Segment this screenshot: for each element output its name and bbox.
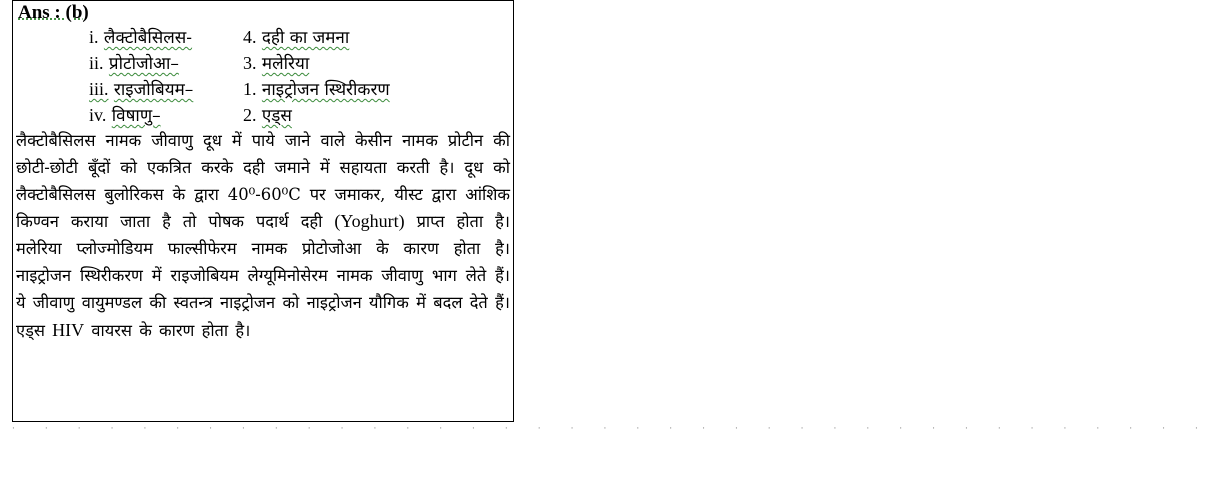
answer-label: Ans : (b) xyxy=(18,2,89,23)
match-left-term: राइजोबियम– xyxy=(113,80,194,100)
match-right-term: दही का जमना xyxy=(261,28,350,48)
match-numeral: ii. xyxy=(89,53,104,73)
match-left-term: लैक्टोबैसिलस- xyxy=(103,28,193,48)
yoghurt-term: (Yoghurt) xyxy=(334,211,405,232)
match-numeral: iv. xyxy=(89,105,107,125)
match-numeral: i. xyxy=(89,27,99,47)
match-numeral: iii. xyxy=(89,79,109,99)
match-left-term: प्रोटोजोआ– xyxy=(108,54,179,74)
explanation-text-part-1: लैक्टोबैसिलस नामक जीवाणु दूध में पाये जाने वाले केसीन नामक प्रोटीन की छोटी-छोटी बूँदों को एकत्रित करके दही जमाने में सहायता करती है। दूध को लैक्टोबैसिलस बुलोरिकस के द्वारा 40⁰-60⁰C पर जमाकर, यीस्ट द्वारा आंशिक किण्वन कराया जाता है तो पोषक पदार्थ दही xyxy=(16,131,510,232)
explanation-text-part-2: प्राप्त होता है। मलेरिया प्लोज्मोडियम फाल्सीफेरम नामक प्रोटोजोआ के कारण होता है। नाइट्रोजन स्थिरीकरण में राइजोबियम लेग्यूमिनोसेरम नामक जीवाणु भाग लेते हैं। ये जीवाणु वायुमण्डल की स्वतन्त्र नाइट्रोजन को नाइट्रोजन यौगिक में बदल देते हैं। एड्स xyxy=(16,212,510,340)
match-right-number: 3. xyxy=(243,53,257,73)
hiv-term: HIV xyxy=(52,319,85,340)
match-right-term: नाइट्रोजन स्थिरीकरण xyxy=(261,80,390,100)
match-right-term: एड्स xyxy=(261,106,292,126)
explanation-paragraph xyxy=(16,128,510,344)
match-left-term: विषाणु– xyxy=(111,106,161,126)
match-right-number: 1. xyxy=(243,79,257,99)
match-right-number: 2. xyxy=(243,105,257,125)
match-right-term: मलेरिया xyxy=(261,54,310,74)
answer-box xyxy=(12,0,514,422)
bottom-dots-divider: ····································· xyxy=(12,424,1228,434)
explanation-text-part-3: वायरस के कारण होता है। xyxy=(91,320,251,340)
match-right-number: 4. xyxy=(243,27,257,47)
